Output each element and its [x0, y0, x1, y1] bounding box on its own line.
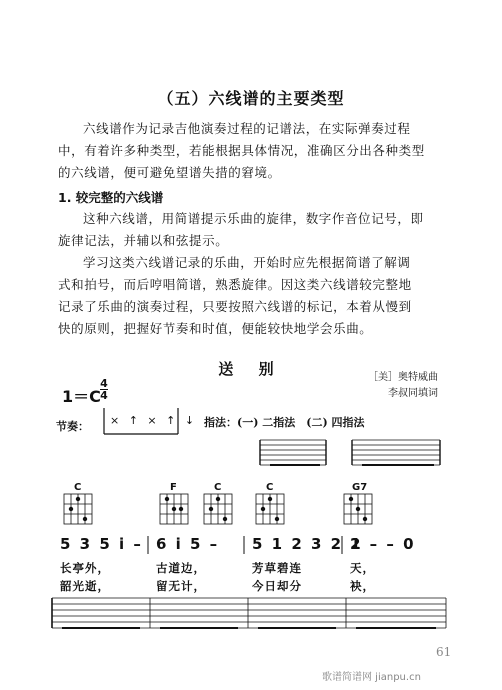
- key-signature: 1＝C: [62, 387, 101, 406]
- chord-label: C: [214, 482, 222, 493]
- para2-line: 旋律记法，并辅以和弦提示。: [58, 233, 229, 248]
- jianpu-bar: 2 – – 0: [350, 535, 416, 553]
- para3-line: 记录了乐曲的演奏过程，只要按照六线谱的标记，本着从慢到: [58, 299, 412, 314]
- composer-credit: ［美］奥特威曲: [368, 372, 438, 383]
- intro-line: 六线谱作为记录吉他演奏过程的记谱法，在实际弹奏过程: [83, 121, 411, 136]
- lyric: 芳草碧连: [252, 561, 302, 575]
- chord-label: C: [266, 482, 274, 493]
- para3-line: 式和拍号，而后哼唱简谱，熟悉旋律。因这类六线谱较完整地: [58, 277, 412, 292]
- watermark: 歌谱简谱网 jianpu.cn: [322, 672, 421, 683]
- fingering-label: 指法：(一) 二指法 (二) 四指法: [204, 416, 365, 429]
- chord-label: G7: [352, 482, 368, 493]
- jianpu-bar: 6 i 5 –: [156, 535, 220, 553]
- chord-label: F: [170, 482, 177, 493]
- time-sig-bottom: 4: [100, 389, 108, 402]
- jianpu-bar: 5 3 5 i –: [60, 535, 143, 553]
- rhythm-symbols: × ↑ × ↑ ↓: [110, 414, 198, 427]
- lyricist-credit: 李叔同填词: [388, 388, 438, 399]
- time-sig-top: 4: [100, 377, 108, 390]
- lyric: 天，: [350, 561, 375, 575]
- rhythm-label: 节奏：: [56, 420, 89, 433]
- para3-line: 快的原则，把握好节奏和时值，便能较快地学会乐曲。: [58, 321, 373, 336]
- jianpu-bar: 5 1 2 3 2 1: [252, 535, 363, 553]
- lyric: 韶光逝，: [60, 579, 110, 593]
- fingering-staves: [260, 440, 440, 465]
- lyric: 留无计，: [156, 579, 206, 593]
- para2-line: 这种六线谱，用简谱提示乐曲的旋律，数字作音位记号，即: [83, 211, 424, 226]
- song-title: 送 别: [218, 360, 284, 378]
- chord-label: C: [74, 482, 82, 493]
- lyric: 古道边，: [156, 561, 206, 575]
- lyric: 长亭外，: [60, 561, 110, 575]
- para3-line: 学习这类六线谱记录的乐曲，开始时应先根据简谱了解调: [83, 255, 411, 270]
- bottom-tab-staff: [52, 598, 446, 628]
- rhythm-box: [104, 408, 178, 434]
- section-title: （五）六线谱的主要类型: [157, 89, 345, 108]
- lyric: 今日却分: [252, 579, 302, 593]
- lyric: 袂，: [350, 579, 375, 593]
- page-number: 61: [436, 645, 452, 659]
- subsection-title: 1. 较完整的六线谱: [58, 190, 164, 205]
- intro-line: 的六线谱，便可避免望谱失措的窘境。: [58, 165, 281, 180]
- intro-line: 中，有着许多种类型，若能根据具体情况，准确区分出各种类型: [58, 143, 425, 158]
